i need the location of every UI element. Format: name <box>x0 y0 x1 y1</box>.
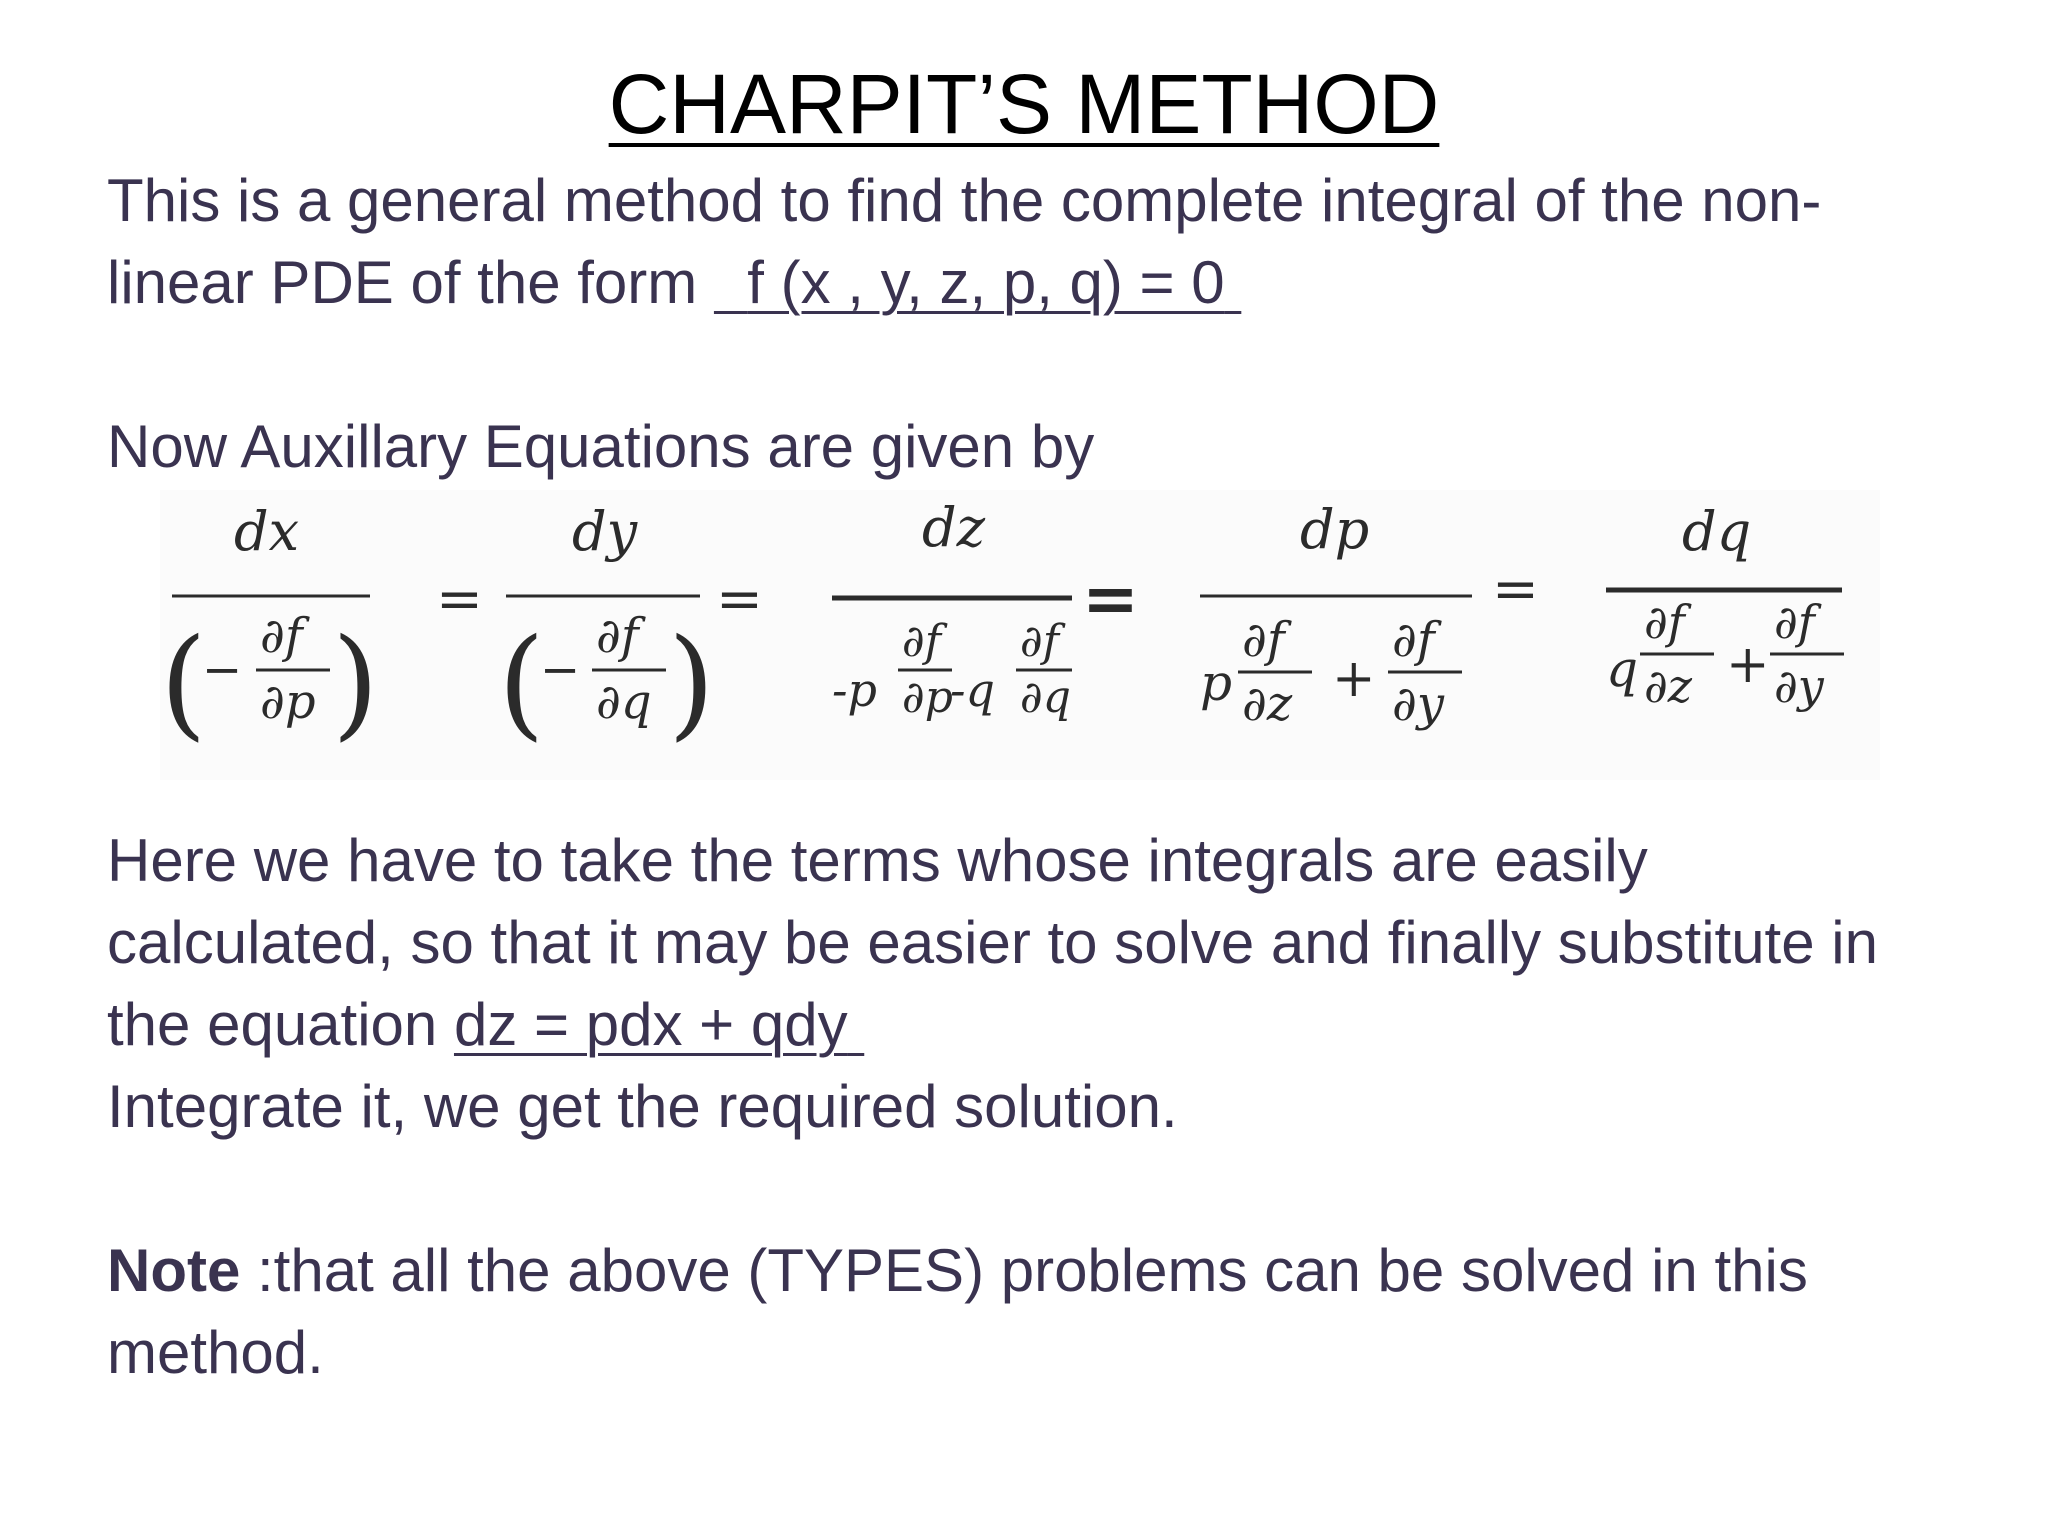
term-dy-partial-den: ∂q <box>596 674 652 730</box>
explanation-line-1: Here we have to take the terms whose integrals are easily <box>107 827 1648 894</box>
term-dy-rparen: ) <box>668 614 715 753</box>
term-dz-numerator: dz <box>922 496 986 559</box>
term-dy-numerator: dy <box>572 500 638 563</box>
term-dz-partial-den2: ∂q <box>1020 672 1071 723</box>
term-dz <box>832 496 1072 723</box>
aux-heading: Now Auxillary Equations are given by <box>107 413 1095 480</box>
term-dy-lparen: ( <box>498 614 545 753</box>
term-dp-numerator: dp <box>1300 498 1370 561</box>
term-dy-partial-num: ∂f <box>596 608 639 664</box>
integrate-line: Integrate it, we get the required solution. <box>107 1073 1178 1140</box>
term-dp-partial-num2: ∂f <box>1392 612 1435 668</box>
term-dp-plus: + <box>1332 649 1376 709</box>
term-dq-partial-num2: ∂f <box>1774 595 1815 649</box>
term-dq-plus: + <box>1726 635 1770 695</box>
term-dy-sign: − <box>540 642 581 698</box>
auxiliary-equations <box>160 490 1880 780</box>
term-dz-coef2: -q <box>950 663 995 717</box>
term-dq-coef1: q <box>1606 640 1639 698</box>
term-dy <box>498 500 715 753</box>
intro-line-1: This is a general method to find the complete integral of the non- <box>107 167 1822 234</box>
equals-sign-2: = <box>716 567 763 632</box>
note-label: Note <box>107 1237 241 1304</box>
term-dx <box>160 500 379 753</box>
total-differential-equation: dz = pdx + qdy <box>453 991 848 1058</box>
term-dx-lparen: ( <box>160 614 207 753</box>
term-dx-numerator: dx <box>234 500 300 563</box>
term-dz-partial-num2: ∂f <box>1020 616 1060 667</box>
term-dp-partial-den2: ∂y <box>1392 676 1444 732</box>
term-dx-partial-num: ∂f <box>260 608 303 664</box>
term-dq-partial-den2: ∂y <box>1774 659 1824 713</box>
explanation-line-3 <box>107 984 1987 1066</box>
term-dz-partial-num1: ∂f <box>902 616 942 667</box>
term-dp-partial-den1: ∂z <box>1242 676 1293 732</box>
slide-title-text: CHARPIT’S METHOD <box>608 57 1440 151</box>
term-dq-numerator: dq <box>1682 500 1752 563</box>
term-dp <box>1200 498 1472 732</box>
explanation-line-2: calculated, so that it may be easier to solve and finally substitute in <box>107 909 1878 976</box>
equals-sign-3: = <box>1082 559 1139 639</box>
term-dq-partial-den1: ∂z <box>1644 659 1693 713</box>
term-dz-coef1: -p <box>832 663 877 717</box>
term-dq-partial-num1: ∂f <box>1644 595 1685 649</box>
equals-sign-4: = <box>1492 557 1539 622</box>
equals-sign-1: = <box>436 567 483 632</box>
term-dz-partial-den1: ∂p <box>902 672 953 723</box>
term-dx-partial-den: ∂p <box>260 674 316 730</box>
pde-form: f (x , y, z, p, q) = 0 <box>747 249 1225 316</box>
intro-line-2 <box>107 242 1987 324</box>
note-line-2: method. <box>107 1319 324 1386</box>
auxiliary-equations-figure <box>160 490 1880 780</box>
term-dq <box>1606 500 1844 713</box>
term-dp-partial-num1: ∂f <box>1242 612 1285 668</box>
note-line-1 <box>107 1230 1987 1312</box>
slide-title <box>0 57 2048 151</box>
explanation-line-3-prefix: the equation <box>107 991 438 1058</box>
note-text: :that all the above (TYPES) problems can be solved in this <box>240 1237 1808 1304</box>
intro-line-2-prefix: linear PDE of the form <box>107 249 698 316</box>
term-dx-rparen: ) <box>332 614 379 753</box>
term-dp-coef1: p <box>1200 654 1233 712</box>
term-dx-sign: − <box>202 642 243 698</box>
